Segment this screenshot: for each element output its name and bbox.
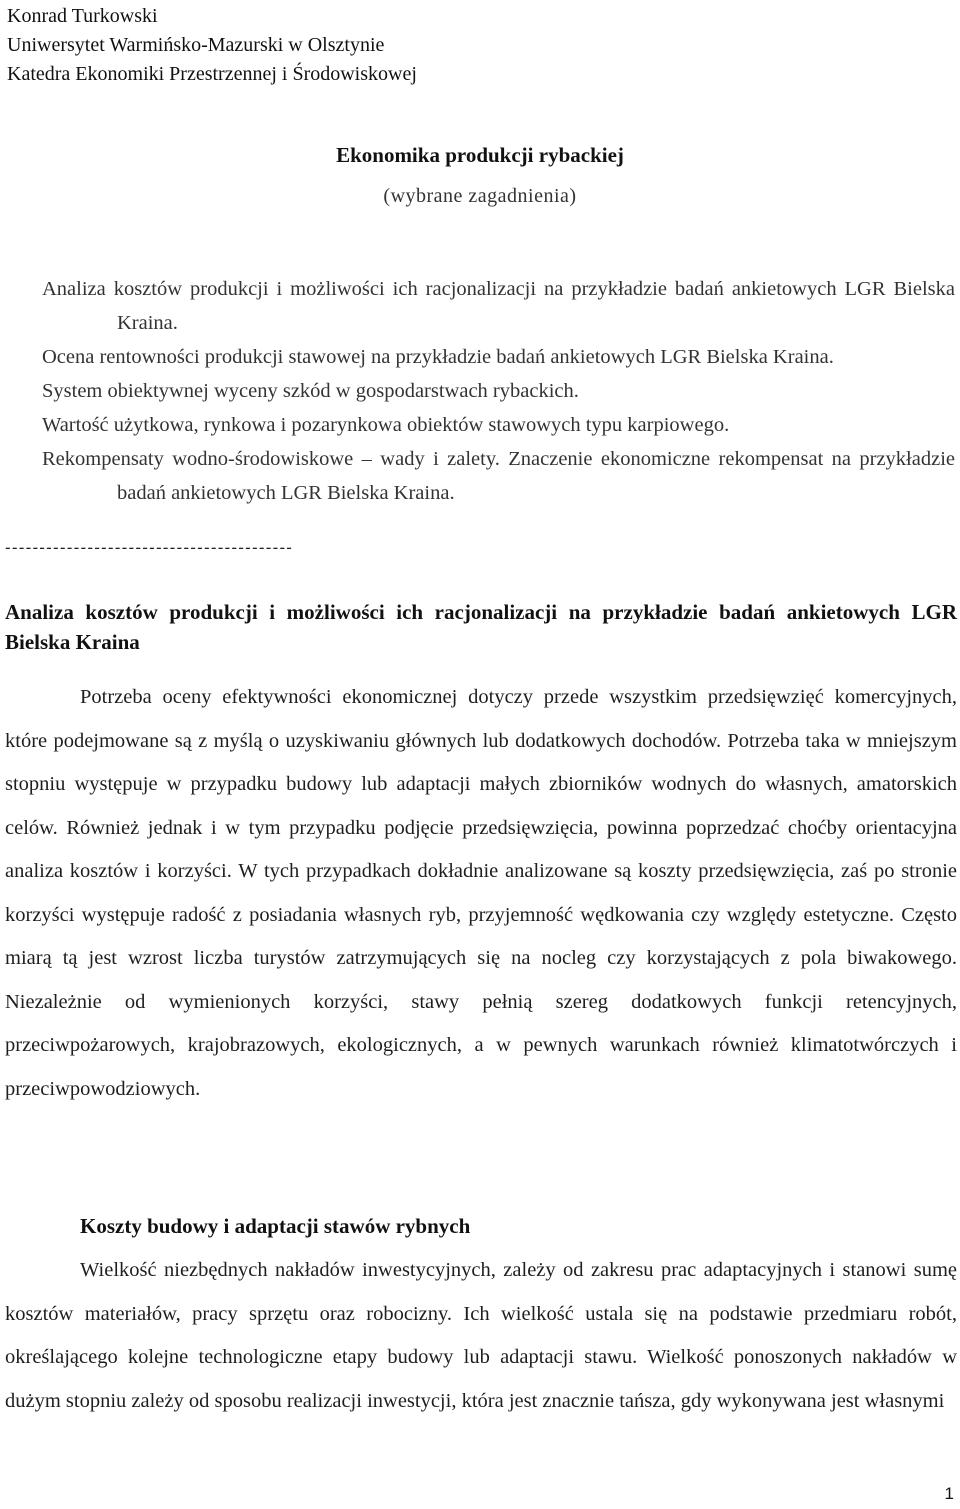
topic-item: Rekompensaty wodno-środowiskowe – wady i zalety. Znaczenie ekonomiczne rekompensat na przykładzie badań ankietowych LGR Bielska Kraina. [42, 448, 955, 504]
topics-list [42, 272, 955, 510]
university-name: Uniwersytet Warmińsko-Mazurski w Olsztynie [7, 34, 385, 56]
topic-item: Wartość użytkowa, rynkowa i pozarynkowa obiektów stawowych typu karpiowego. [42, 414, 730, 436]
topic-item: System obiektywnej wyceny szkód w gospodarstwach rybackich. [42, 380, 579, 402]
dashed-separator: ------------------------------------------ [5, 538, 294, 557]
document-subtitle: (wybrane zagadnienia) [383, 185, 577, 207]
topic-item: Ocena rentowności produkcji stawowej na przykładzie badań ankietowych LGR Bielska Kraina. [42, 346, 834, 368]
page-number: 1 [944, 1484, 954, 1503]
author-name: Konrad Turkowski [7, 5, 158, 27]
subsection-paragraph: Wielkość niezbędnych nakładów inwestycyjnych, zależy od zakresu prac adaptacyjnych i stanowi sumę kosztów materiałów, pracy sprzętu oraz robocizny. Ich wielkość ustala się na podstawie przedmiaru robót, określającego kolejne technologiczne etapy budowy lub adaptacji stawu. Wielkość ponoszonych nakładów w dużym stopniu zależy od sposobu realizacji inwestycji, która jest znacznie tańsza, gdy wykonywana jest własnymi [5, 1259, 957, 1412]
department-name: Katedra Ekonomiki Przestrzennej i Środowiskowej [7, 63, 417, 85]
section-heading: Analiza kosztów produkcji i możliwości ich racjonalizacji na przykładzie badań ankietowych LGR Bielska Kraina [5, 600, 957, 654]
section-paragraph: Potrzeba oceny efektywności ekonomicznej dotyczy przede wszystkim przedsięwzięć komercyjnych, które podejmowane są z myślą o uzyskiwaniu głównych lub dodatkowych dochodów. Potrzeba taka w mniejszym stopniu występuje w przypadku budowy lub adaptacji małych zbiorników wodnych do własnych, amatorskich celów. Również jednak i w tym przypadku podjęcie przedsięwzięcia, powinna poprzedzać choćby orientacyjna analiza kosztów i korzyści. W tych przypadkach dokładnie analizowane są koszty przedsięwzięcia, zaś po stronie korzyści występuje radość z posiadania własnych ryb, przyjemność wędkowania czy względy estetyczne. Często miarą tą jest wzrost liczba turystów zatrzymujących się na nocleg czy korzystających z pola biwakowego. Niezależnie od wymienionych korzyści, stawy pełnią szereg dodatkowych funkcji retencyjnych, przeciwpożarowych, krajobrazowych, ekologicznych, a w pewnych warunkach również klimatotwórczych i przeciwpowodziowych. [5, 686, 957, 1100]
document-title: Ekonomika produkcji rybackiej [336, 143, 624, 167]
author-block [7, 2, 417, 89]
subsection-heading: Koszty budowy i adaptacji stawów rybnych [80, 1214, 471, 1238]
topic-item: Analiza kosztów produkcji i możliwości ich racjonalizacji na przykładzie badań ankietowych LGR Bielska Kraina. [42, 278, 955, 334]
